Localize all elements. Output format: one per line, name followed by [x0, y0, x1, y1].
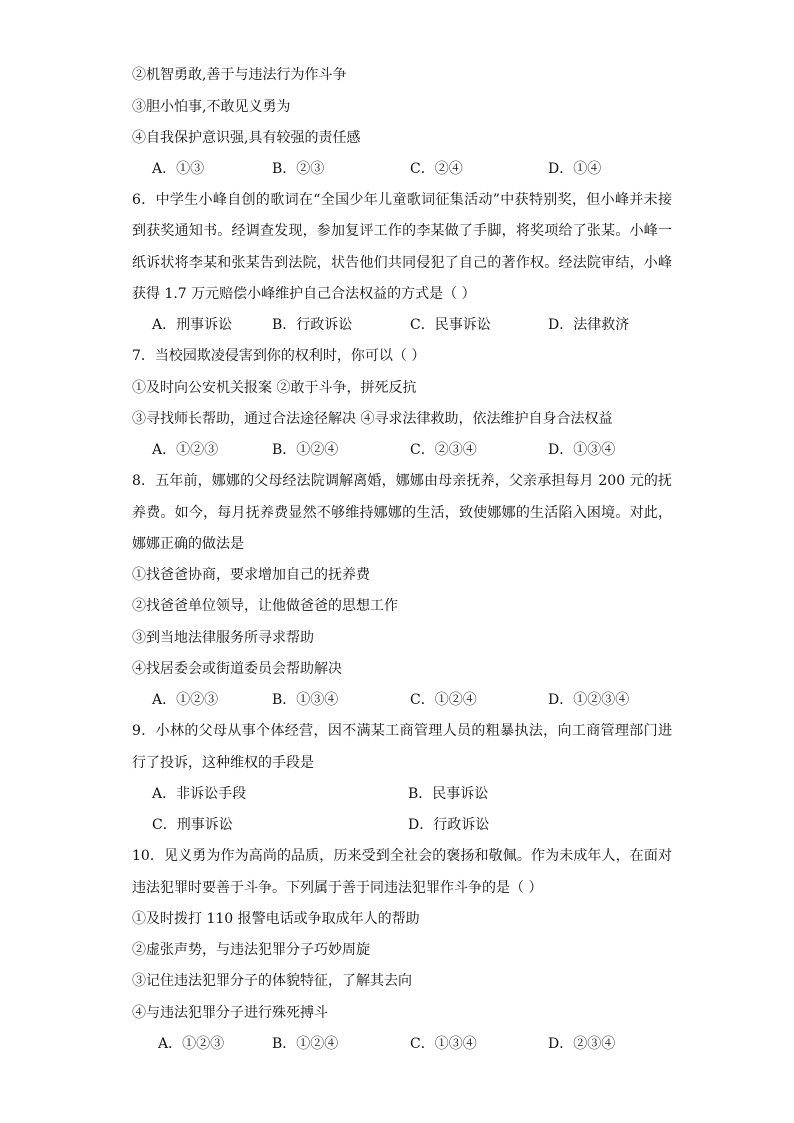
q7-option-a[interactable]: A．①②③ — [152, 442, 219, 458]
q10-item-3: ③记住违法犯罪分子的体貌特征，了解其去向 — [132, 973, 412, 989]
q5-item-3: ③胆小怕事,不敢见义勇为 — [132, 99, 291, 115]
q5-option-b[interactable]: B．②③ — [272, 161, 325, 177]
q8-options — [152, 690, 672, 710]
q7-option-c[interactable]: C．②③④ — [410, 442, 477, 458]
q10-item-2: ②虚张声势，与违法犯罪分子巧妙周旋 — [132, 942, 370, 958]
q7-items-line-2: ③寻找师长帮助，通过合法途径解决 ④寻求法律救助，依法维护自身合法权益 — [132, 411, 613, 427]
q8-item-2: ②找爸爸单位领导，让他做爸爸的思想工作 — [132, 598, 398, 614]
q7-options — [152, 440, 672, 460]
q8-option-b[interactable]: B．①③④ — [272, 692, 339, 708]
q5-options — [152, 159, 672, 179]
q8-option-a[interactable]: A．①②③ — [152, 692, 219, 708]
q10-item-4: ④与违法犯罪分子进行殊死搏斗 — [132, 1005, 328, 1021]
q10-option-a[interactable]: A．①②③ — [158, 1036, 225, 1052]
q9-options-row-1 — [152, 784, 672, 804]
q9-stem-line-2: 行了投诉，这种维权的手段是 — [132, 755, 314, 771]
q10-option-c[interactable]: C．①③④ — [410, 1036, 477, 1052]
q6-options — [152, 315, 672, 335]
q9-options-row-2 — [152, 815, 672, 835]
q8-stem-line-3: 娜娜正确的做法是 — [132, 536, 244, 552]
q8-item-3: ③到当地法律服务所寻求帮助 — [132, 630, 314, 646]
q9-stem-line-1: 9．小林的父母从事个体经营，因不满某工商管理人员的粗暴执法，向工商管理部门进 — [132, 723, 672, 739]
q6-option-d[interactable]: D．法律救济 — [548, 317, 630, 333]
q8-item-4: ④找居委会或街道委员会帮助解决 — [132, 661, 342, 677]
q10-option-b[interactable]: B．①②④ — [272, 1036, 339, 1052]
q10-stem-line-1: 10．见义勇为作为高尚的品质，历来受到全社会的褒扬和敬佩。作为未成年人，在面对 — [132, 848, 672, 864]
q5-option-c[interactable]: C．②④ — [410, 161, 463, 177]
q7-option-b[interactable]: B．①②④ — [272, 442, 339, 458]
q7-option-d[interactable]: D．①③④ — [548, 442, 616, 458]
q8-stem-line-1: 8．五年前，娜娜的父母经法院调解离婚，娜娜由母亲抚养，父亲承担每月 200 元的抚 — [132, 473, 672, 489]
q6-stem-line-4: 获得 1.7 万元赔偿小峰维护自己合法权益的方式是（ ） — [132, 286, 476, 302]
q5-option-d[interactable]: D．①④ — [548, 161, 602, 177]
q8-option-c[interactable]: C．①②④ — [410, 692, 477, 708]
q8-option-d[interactable]: D．①②③④ — [548, 692, 630, 708]
q8-item-1: ①找爸爸协商，要求增加自己的抚养费 — [132, 567, 370, 583]
q10-option-d[interactable]: D．②③④ — [548, 1036, 616, 1052]
q6-stem-line-3: 纸诉状将李某和张某告到法院，状告他们共同侵犯了自己的著作权。经法院审结，小峰 — [132, 255, 672, 271]
q6-option-c[interactable]: C．民事诉讼 — [410, 317, 491, 333]
q10-item-1: ①及时拨打 110 报警电话或争取成年人的帮助 — [132, 911, 420, 927]
q6-stem-line-1: 6．中学生小峰自创的歌词在“全国少年儿童歌词征集活动”中获特别奖，但小峰并未接 — [132, 192, 672, 208]
q9-option-c[interactable]: C．刑事诉讼 — [152, 817, 233, 833]
q5-option-a[interactable]: A．①③ — [152, 161, 205, 177]
q10-stem-line-2: 违法犯罪时要善于斗争。下列属于善于同违法犯罪作斗争的是（ ） — [132, 880, 543, 896]
q5-item-4: ④自我保护意识强,具有较强的责任感 — [132, 130, 361, 146]
q9-option-d[interactable]: D．行政诉讼 — [408, 817, 490, 833]
q8-stem-line-2: 养费。如今，每月抚养费显然不够维持娜娜的生活，致使娜娜的生活陷入困境。对此， — [132, 505, 672, 521]
q9-option-b[interactable]: B．民事诉讼 — [408, 786, 489, 802]
q7-stem: 7．当校园欺凌侵害到你的权利时，你可以（ ） — [132, 348, 426, 364]
q6-option-b[interactable]: B．行政诉讼 — [272, 317, 353, 333]
q5-item-2: ②机智勇敢,善于与违法行为作斗争 — [132, 67, 347, 83]
q6-stem-line-2: 到获奖通知书。经调查发现，参加复评工作的李某做了手脚，将奖项给了张某。小峰一 — [132, 223, 672, 239]
q6-option-a[interactable]: A．刑事诉讼 — [152, 317, 233, 333]
q10-options — [152, 1034, 672, 1054]
q9-option-a[interactable]: A．非诉讼手段 — [152, 786, 247, 802]
q7-items-line-1: ①及时向公安机关报案 ②敢于斗争，拼死反抗 — [132, 380, 417, 396]
